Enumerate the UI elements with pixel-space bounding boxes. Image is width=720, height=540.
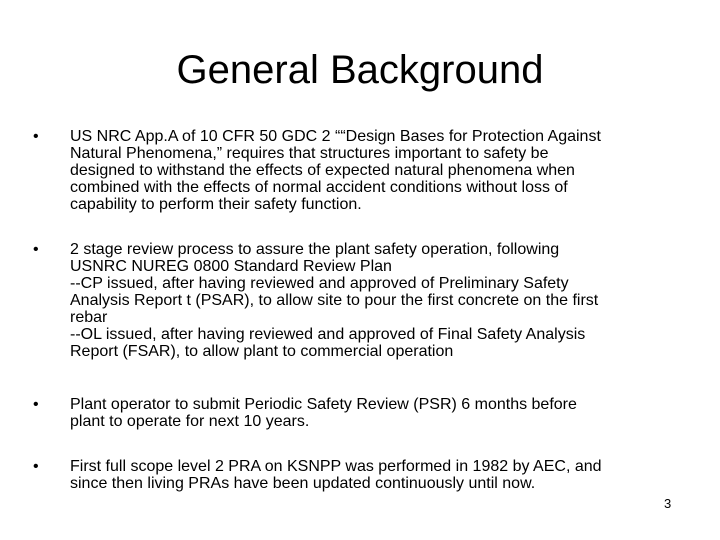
bullet-marker: • xyxy=(33,458,39,475)
bullet-line: USNRC NUREG 0800 Standard Review Plan xyxy=(70,258,392,275)
bullet-line: rebar xyxy=(70,309,108,326)
bullet-line: since then living PRAs have been updated continuously until now. xyxy=(70,475,536,492)
bullet-line: Plant operator to submit Periodic Safety Review (PSR) 6 months before xyxy=(70,396,577,413)
bullet-text xyxy=(70,458,690,492)
bullet-line: --CP issued, after having reviewed and approved of Preliminary Safety xyxy=(70,275,569,292)
bullet-line: capability to perform their safety function. xyxy=(70,196,362,213)
bullet-line: combined with the effects of normal accident conditions without loss of xyxy=(70,179,568,196)
bullet-marker: • xyxy=(33,241,39,258)
bullet-line: US NRC App.A of 10 CFR 50 GDC 2 ““Design Bases for Protection Against xyxy=(70,128,601,145)
bullet-line: 2 stage review process to assure the plant safety operation, following xyxy=(70,241,560,258)
bullet-line: plant to operate for next 10 years. xyxy=(70,413,310,430)
slide-title: General Background xyxy=(176,48,544,92)
bullet-text xyxy=(70,241,690,360)
bullet-text xyxy=(70,128,690,213)
bullet-line: First full scope level 2 PRA on KSNPP was performed in 1982 by AEC, and xyxy=(70,458,602,475)
page-number: 3 xyxy=(664,496,672,511)
bullet-line: --OL issued, after having reviewed and approved of Final Safety Analysis xyxy=(70,326,586,343)
bullet-line: designed to withstand the effects of expected natural phenomena when xyxy=(70,162,575,179)
bullet-line: Natural Phenomena,” requires that structures important to safety be xyxy=(70,145,549,162)
bullet-line: Analysis Report t (PSAR), to allow site to pour the first concrete on the first xyxy=(70,292,599,309)
bullet-line: Report (FSAR), to allow plant to commercial operation xyxy=(70,343,454,360)
bullet-marker: • xyxy=(33,396,39,413)
bullet-text xyxy=(70,396,690,430)
bullet-marker: • xyxy=(33,128,39,145)
